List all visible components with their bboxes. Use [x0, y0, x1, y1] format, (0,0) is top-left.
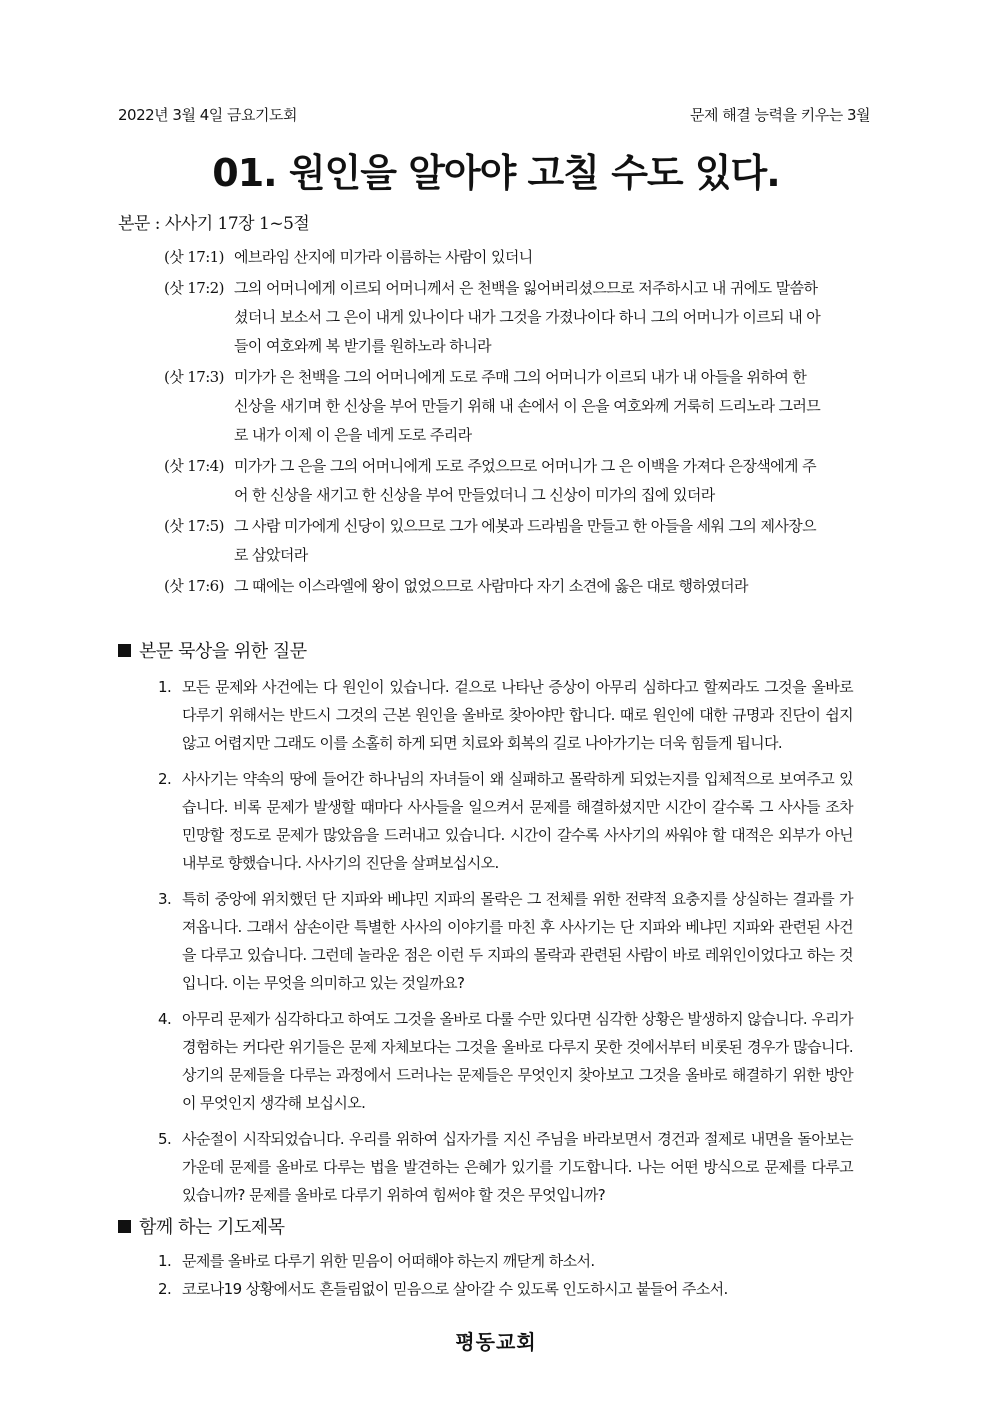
prayer-heading — [118, 1213, 285, 1239]
prayer-heading-text: 함께 하는 기도제목 — [139, 1217, 285, 1238]
question-list — [158, 673, 853, 1217]
verse-ref: (삿 17:3) — [164, 368, 224, 386]
verse-item — [164, 512, 824, 570]
verse-list — [164, 243, 824, 603]
header-date: 2022년 3월 4일 금요기도회 — [118, 106, 297, 124]
verse-ref: (삿 17:2) — [164, 279, 224, 297]
question-item — [158, 885, 853, 997]
prayer-item — [158, 1247, 853, 1275]
question-item — [158, 1005, 853, 1117]
verse-text: 그 때에는 이스라엘에 왕이 없었으므로 사람마다 자기 소견에 옳은 대로 행하였더라 — [234, 577, 748, 595]
question-text: 사순절이 시작되었습니다. 우리를 위하여 십자가를 지신 주님을 바라보면서 경건과 절제로 내면을 돌아보는 가운데 문제를 올바로 다루는 법을 발견하는 은혜가 있기를 기도합니다. 나는 어떤 방식으로 문제를 다루고 있습니까? 문제를 올바로 다루기 위하여 힘써야 할 것은 무엇입니까? — [182, 1130, 853, 1204]
meditation-heading-text: 본문 묵상을 위한 질문 — [139, 641, 307, 662]
question-item — [158, 1125, 853, 1209]
verse-ref: (삿 17:6) — [164, 577, 224, 595]
prayer-number: 1. — [158, 1252, 172, 1270]
question-number: 4. — [158, 1010, 172, 1028]
church-name: 평동교회 — [455, 1330, 537, 1354]
question-number: 5. — [158, 1130, 172, 1148]
question-number: 1. — [158, 678, 172, 696]
question-text: 특히 중앙에 위치했던 단 지파와 베냐민 지파의 몰락은 그 전체를 위한 전략적 요충지를 상실하는 결과를 가져옵니다. 그래서 삼손이란 특별한 사사의 이야기를 마친 후 사사기는 단 지파와 베냐민 지파와 관련된 사건을 다루고 있습니다. 그런데 놀라운 점은 이런 두 지파의 몰락과 관련된 사람이 바로 레위인이었다고 하는 것입니다. 이는 무엇을 의미하고 있는 것일까요? — [182, 890, 853, 992]
header-row — [118, 104, 870, 125]
prayer-text: 문제를 올바로 다루기 위한 믿음이 어떠해야 하는지 깨닫게 하소서. — [182, 1252, 595, 1270]
prayer-text: 코로나19 상황에서도 흔들림없이 믿음으로 살아갈 수 있도록 인도하시고 붙들어 주소서. — [182, 1280, 728, 1298]
question-text: 모든 문제와 사건에는 다 원인이 있습니다. 겉으로 나타난 증상이 아무리 심하다고 할찌라도 그것을 올바로 다루기 위해서는 반드시 그것의 근본 원인을 올바로 찾아야만 합니다. 때로 원인에 대한 규명과 진단이 쉽지 않고 어렵지만 그래도 이를 소홀히 하게 되면 치료와 회복의 길로 나아가기는 더욱 힘들게 됩니다. — [182, 678, 853, 752]
question-number: 2. — [158, 770, 172, 788]
verse-ref: (삿 17:4) — [164, 457, 224, 475]
scripture-reference: 본문 : 사사기 17장 1~5절 — [118, 214, 310, 234]
verse-ref: (삿 17:1) — [164, 248, 224, 266]
question-text: 사사기는 약속의 땅에 들어간 하나님의 자녀들이 왜 실패하고 몰락하게 되었는지를 입체적으로 보여주고 있습니다. 비록 문제가 발생할 때마다 사사들을 일으켜서 문제를 해결하셨지만 시간이 갈수록 그 사사들 조차 민망할 정도로 문제가 많았음을 드러내고 있습니다. 시간이 갈수록 사사기의 싸워야 할 대적은 외부가 아닌 내부로 향했습니다. 사사기의 진단을 살펴보십시오. — [182, 770, 853, 872]
page-title: 01. 원인을 알아야 고칠 수도 있다. — [212, 151, 780, 195]
verse-item — [164, 363, 824, 450]
verse-item — [164, 243, 824, 272]
verse-text: 에브라임 산지에 미가라 이름하는 사람이 있더니 — [234, 248, 533, 266]
question-item — [158, 673, 853, 757]
verse-text: 미가가 은 천백을 그의 어머니에게 도로 주매 그의 어머니가 이르되 내가 내 아들을 위하여 한 신상을 새기며 한 신상을 부어 만들기 위해 내 손에서 이 은을 여호와께 거룩히 드리노라 그러므로 내가 이제 이 은을 네게 도로 주리라 — [234, 368, 821, 444]
verse-text: 미가가 그 은을 그의 어머니에게 도로 주었으므로 어머니가 그 은 이백을 가져다 은장색에게 주어 한 신상을 새기고 한 신상을 부어 만들었더니 그 신상이 미가의 집에 있더라 — [234, 457, 817, 504]
verse-text: 그의 어머니에게 이르되 어머니께서 은 천백을 잃어버리셨으므로 저주하시고 내 귀에도 말씀하셨더니 보소서 그 은이 내게 있나이다 내가 그것을 가졌나이다 하니 그의 어머니가 이르되 내 아들이 여호와께 복 받기를 원하노라 하니라 — [234, 279, 821, 355]
verse-item — [164, 572, 824, 601]
square-bullet-icon — [118, 644, 131, 657]
question-item — [158, 765, 853, 877]
square-bullet-icon — [118, 1220, 131, 1233]
prayer-number: 2. — [158, 1280, 172, 1298]
prayer-list — [158, 1247, 853, 1303]
verse-text: 그 사람 미가에게 신당이 있으므로 그가 에봇과 드라빔을 만들고 한 아들을 세워 그의 제사장으로 삼았더라 — [234, 517, 817, 564]
question-text: 아무리 문제가 심각하다고 하여도 그것을 올바로 다룰 수만 있다면 심각한 상황은 발생하지 않습니다. 우리가 경험하는 커다란 위기들은 문제 자체보다는 그것을 올바로 다루지 못한 것에서부터 비롯된 경우가 많습니다. 상기의 문제들을 다루는 과정에서 드러나는 문제들은 무엇인지 찾아보고 그것을 올바로 해결하기 위한 방안이 무엇인지 생각해 보십시오. — [182, 1010, 853, 1112]
verse-ref: (삿 17:5) — [164, 517, 224, 535]
question-number: 3. — [158, 890, 172, 908]
header-series: 문제 해결 능력을 키우는 3월 — [689, 106, 870, 124]
verse-item — [164, 274, 824, 361]
meditation-heading — [118, 637, 307, 663]
prayer-item — [158, 1275, 853, 1303]
verse-item — [164, 452, 824, 510]
